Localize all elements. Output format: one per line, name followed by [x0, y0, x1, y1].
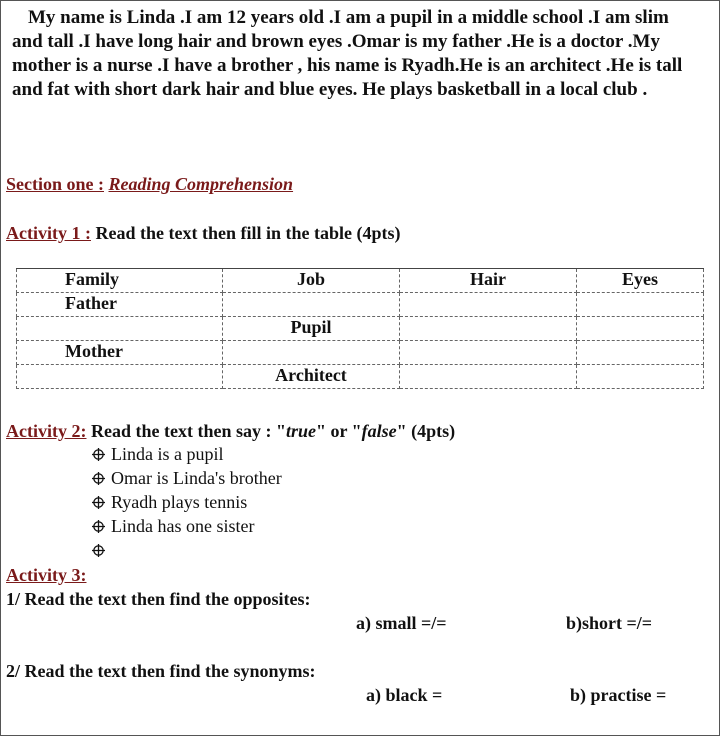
header-job: Job — [223, 269, 400, 293]
statement-text: Linda has one sister — [111, 516, 255, 536]
table-cell — [17, 365, 223, 389]
table-cell — [400, 317, 577, 341]
opposite-a: a) small =/= — [356, 613, 447, 633]
table-cell — [400, 293, 577, 317]
activity-2-label: Activity 2: — [6, 421, 87, 441]
table-cell: Architect — [223, 365, 400, 389]
activity-1-heading — [6, 223, 400, 244]
header-eyes: Eyes — [577, 269, 704, 293]
table-row — [17, 341, 704, 365]
crosshair-bullet-icon — [92, 496, 105, 509]
list-item — [92, 538, 282, 562]
list-item — [92, 514, 282, 538]
true-false-list — [92, 442, 282, 562]
crosshair-bullet-icon — [92, 448, 105, 461]
statement-text: Omar is Linda's brother — [111, 468, 282, 488]
synonym-b: b) practise = — [570, 685, 667, 705]
table-cell — [577, 317, 704, 341]
activity-1-label: Activity 1 : — [6, 223, 91, 243]
header-hair: Hair — [400, 269, 577, 293]
table-cell — [223, 293, 400, 317]
table-header-row — [17, 269, 704, 293]
table-cell — [577, 365, 704, 389]
statement-text: Ryadh plays tennis — [111, 492, 248, 512]
table-row — [17, 293, 704, 317]
table-row — [17, 365, 704, 389]
section-heading — [6, 174, 293, 195]
true-word: true — [285, 421, 316, 441]
list-item — [92, 442, 282, 466]
synonym-a: a) black = — [366, 685, 443, 705]
table-cell: Mother — [17, 341, 223, 365]
table-cell — [577, 293, 704, 317]
activity-2-instruction-post: " (4pts) — [396, 421, 456, 441]
table-cell — [577, 341, 704, 365]
synonyms-question: 2/ Read the text then find the synonyms: — [6, 661, 316, 681]
header-family: Family — [17, 269, 223, 293]
activity-2-heading — [6, 421, 455, 442]
list-item — [92, 466, 282, 490]
section-title: Reading Comprehension — [108, 174, 294, 194]
activity-1-instruction: Read the text then fill in the table (4pts) — [95, 223, 401, 243]
list-item — [92, 490, 282, 514]
table-cell: Pupil — [223, 317, 400, 341]
family-table — [16, 268, 704, 389]
table-row — [17, 317, 704, 341]
crosshair-bullet-icon — [92, 544, 105, 557]
activity-2-instruction-mid: " or " — [315, 421, 362, 441]
crosshair-bullet-icon — [92, 472, 105, 485]
table-cell — [223, 341, 400, 365]
section-label: Section one : — [6, 174, 104, 194]
activity-3-heading — [6, 565, 86, 586]
activity-2-instruction-pre: Read the text then say : " — [90, 421, 286, 441]
opposites-question: 1/ Read the text then find the opposites: — [6, 589, 311, 609]
activity-3-label: Activity 3: — [6, 565, 87, 585]
false-word: false — [361, 421, 397, 441]
table-cell — [400, 341, 577, 365]
table-cell: Father — [17, 293, 223, 317]
table-cell — [400, 365, 577, 389]
opposite-b: b)short =/= — [566, 613, 653, 633]
table-cell — [17, 317, 223, 341]
reading-passage: My name is Linda .I am 12 years old .I am a pupil in a middle school .I am slim and tall .I have long hair and brown eyes .Omar is my father .He is a doctor .My mother is a nurse .I have a brother , his name is Ryadh.He is an architect .He is tall and fat with short dark hair and blue eyes. He plays basketball in a local club . — [12, 7, 683, 100]
crosshair-bullet-icon — [92, 520, 105, 533]
statement-text: Linda is a pupil — [111, 444, 224, 464]
